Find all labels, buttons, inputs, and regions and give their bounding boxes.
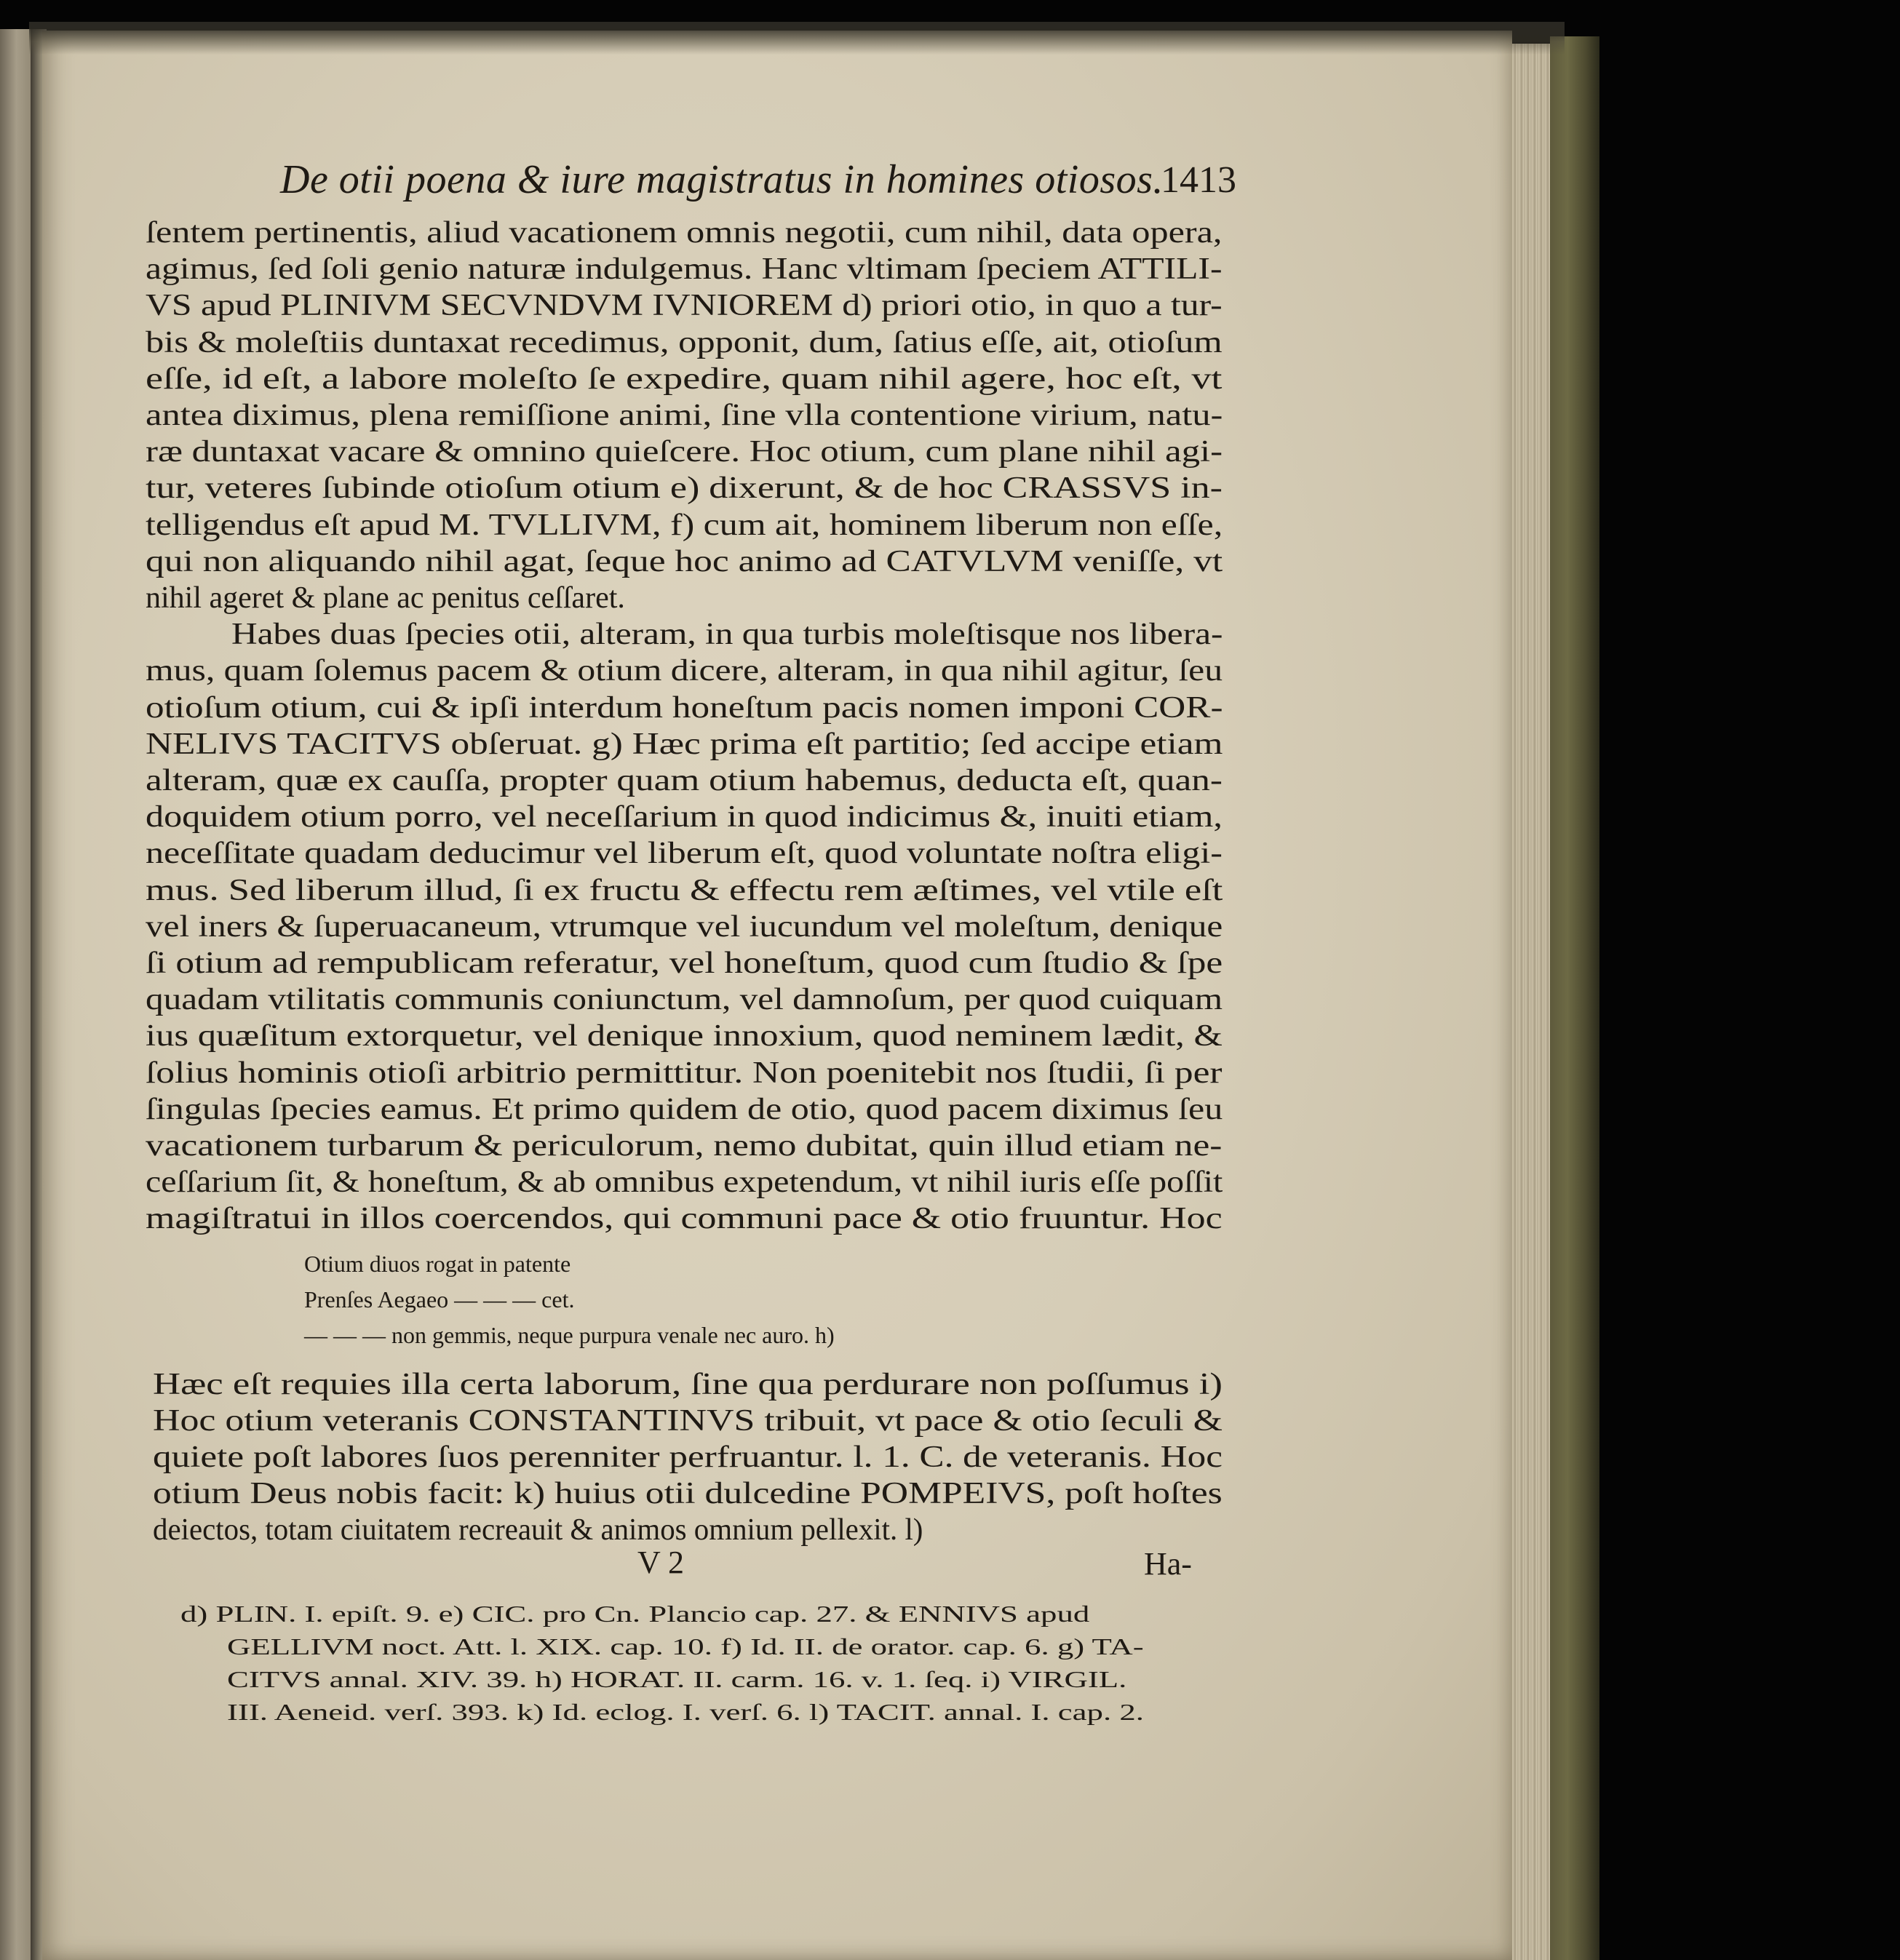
signature-mark: V 2 [637, 1545, 684, 1580]
verse-line: Prenſes Aegaeo — — — cet. [304, 1286, 575, 1312]
footnote-line: CITVS annal. XIV. 39. h) HORAT. II. carm. 16. v. 1. ſeq. i) VIRGIL. [227, 1666, 1127, 1692]
book-cover-board [1550, 36, 1599, 1960]
text-line: ſingulas ſpecies eamus. Et primo quidem de otio, quod pacem diximus ſeu [146, 1092, 1223, 1126]
top-shadow [29, 22, 1565, 55]
text-line: otium Deus nobis facit: k) huius otii dulcedine POMPEIVS, poſt hoſtes [153, 1477, 1223, 1510]
text-line: Hæc eſt requies illa certa laborum, ſine qua perdurare non poſſumus i) [153, 1368, 1223, 1401]
text-line: nihil ageret & plane ac penitus ceſſaret. [146, 581, 625, 615]
text-line: NELIVS TACITVS obſeruat. g) Hæc prima eſt partitio; ſed accipe etiam [146, 727, 1223, 761]
text-line: mus, quam ſolemus pacem & otium dicere, alteram, in qua nihil agitur, ſeu [146, 654, 1223, 688]
text-line: ſolius hominis otioſi arbitrio permittitur. Non poenitebit nos ſtudii, ſi per [146, 1056, 1223, 1090]
text-line: telligendus eſt apud M. TVLLIVM, f) cum ait, hominem liberum non eſſe, [146, 508, 1223, 542]
text-line: agimus, ſed ſoli genio naturæ indulgemus. Hanc vltimam ſpeciem ATTILI- [146, 252, 1223, 287]
text-line: bis & moleſtiis duntaxat recedimus, opponit, dum, ſatius eſſe, ait, otioſum [146, 325, 1223, 359]
verse-line: — — — non gemmis, neque purpura venale nec auro. h) [304, 1322, 835, 1348]
footnote-line: d) PLIN. I. epiſt. 9. e) CIC. pro Cn. Plancio cap. 27. & ENNIVS apud [180, 1601, 1090, 1627]
text-line: neceſſitate quadam deducimur vel liberum eſt, quod voluntate noſtra eligi- [146, 837, 1223, 871]
text-line: magiſtratui in illos coercendos, qui communi pace & otio fruuntur. Hoc [146, 1202, 1223, 1236]
footnote-line: GELLIVM noct. Att. l. XIX. cap. 10. f) Id. II. de orator. cap. 6. g) TA- [227, 1633, 1144, 1660]
text-line: qui non aliquando nihil agat, ſeque hoc animo ad CATVLVM veniſſe, vt [146, 544, 1223, 578]
text-line: quadam vtilitatis communis coniunctum, vel damnoſum, per quod cuiquam [146, 983, 1223, 1017]
text-line: VS apud PLINIVM SECVNDVM IVNIOREM d) priori otio, in quo a tur- [146, 289, 1223, 323]
text-line: ræ duntaxat vacare & omnino quieſcere. Hoc otium, cum plane nihil agi- [146, 435, 1223, 469]
text-line: ceſſarium ſit, & honeſtum, & ab omnibus expetendum, vt nihil iuris eſſe poſſit [146, 1166, 1223, 1200]
text-line: doquidem otium porro, vel neceſſarium in quod indicimus &, inuiti etiam, [146, 800, 1223, 834]
footnote-line: III. Aeneid. verſ. 393. k) Id. eclog. I. verſ. 6. l) TACIT. annal. I. cap. 2. [227, 1699, 1144, 1725]
text-line: deiectos, totam ciuitatem recreauit & animos omnium pellexit. l) [153, 1513, 923, 1547]
text-line: Habes duas ſpecies otii, alteram, in qua turbis moleſtisque nos libera- [231, 618, 1223, 652]
text-line: alteram, quæ ex cauſſa, propter quam otium habemus, deducta eſt, quan- [146, 764, 1223, 797]
text-line: quiete poſt labores ſuos perenniter perfruantur. l. 1. C. de veteranis. Hoc [153, 1441, 1223, 1474]
text-line: ius quæſitum extorquetur, vel denique innoxium, quod neminem lædit, & [146, 1019, 1223, 1053]
text-line: ſi otium ad rempublicam referatur, vel honeſtum, quod cum ſtudio & ſpe [146, 947, 1223, 980]
verse-line: Otium diuos rogat in patente [304, 1251, 571, 1277]
text-line: otioſum otium, cui & ipſi interdum honeſtum pacis nomen imponi COR- [146, 690, 1223, 725]
catchword: Ha- [1144, 1546, 1192, 1582]
text-line: Hoc otium veteranis CONSTANTINVS tribuit, vt pace & otio ſeculi & [153, 1404, 1223, 1438]
text-line: eſſe, id eſt, a labore moleſto ſe expedire, quam nihil agere, hoc eſt, vt [146, 362, 1223, 396]
text-line: antea diximus, plena remiſſione animi, ſine vlla contentione virium, natu- [146, 399, 1223, 432]
page-number: 1413 [1161, 159, 1236, 201]
running-head: De otii poena & iure magistratus in homines otiosos. [280, 157, 1164, 202]
text-line: tur, veteres ſubinde otioſum otium e) dixerunt, & de hoc CRASSVS in- [146, 471, 1223, 506]
text-line: ſentem pertinentis, aliud vacationem omnis negotii, cum nihil, data opera, [146, 216, 1223, 250]
text-line: mus. Sed liberum illud, ſi ex fructu & effectu rem æſtimes, vel vtile eſt [146, 873, 1223, 907]
text-line: vel iners & ſuperuacaneum, vtrumque vel iucundum vel moleſtum, denique [146, 909, 1223, 944]
text-line: vacationem turbarum & periculorum, nemo dubitat, quin illud etiam ne- [146, 1129, 1223, 1163]
